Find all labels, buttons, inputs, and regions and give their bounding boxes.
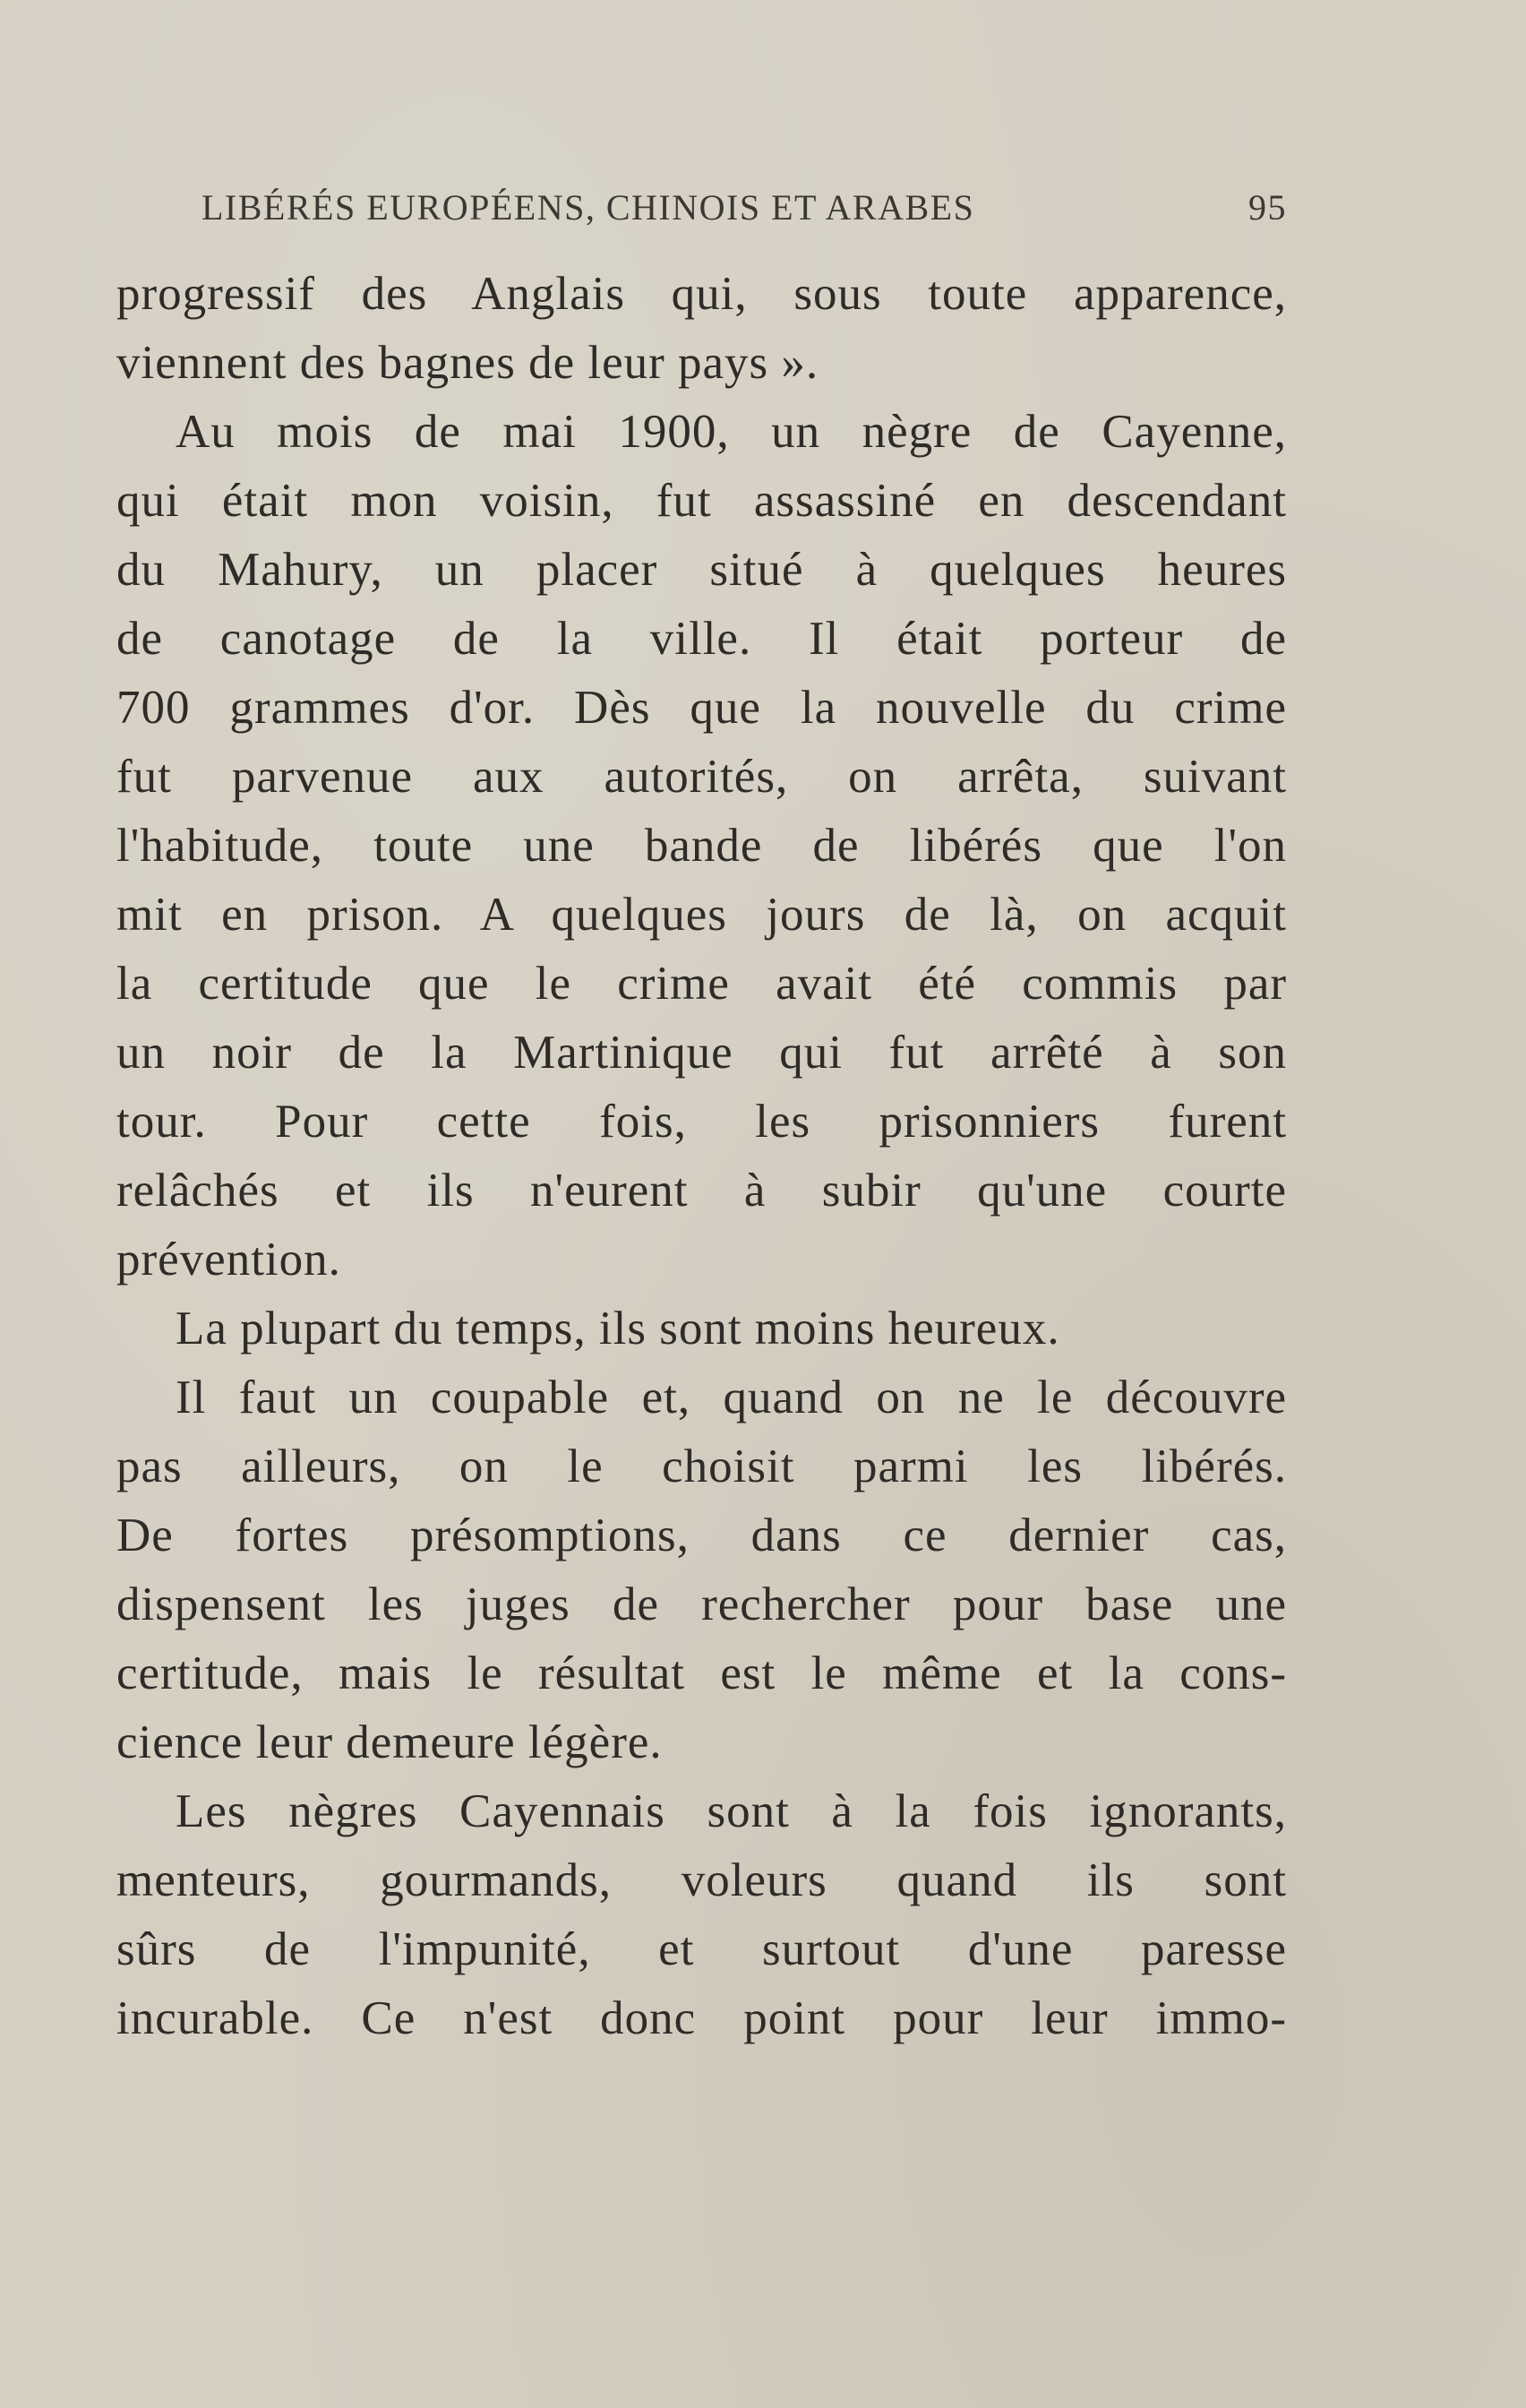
text-line: incurable. Ce n'est donc point pour leur immo- bbox=[116, 1992, 1287, 2044]
text-line: pas ailleurs, on le choisit parmi les libérés. bbox=[116, 1440, 1287, 1492]
text-line: du Mahury, un placer situé à quelques heures bbox=[116, 544, 1287, 596]
page-header bbox=[201, 186, 1287, 240]
running-head: LIBÉRÉS EUROPÉENS, CHINOIS ET ARABES bbox=[201, 187, 975, 228]
text-line: La plupart du temps, ils sont moins heureux. bbox=[176, 1303, 1060, 1354]
text-line: viennent des bagnes de leur pays ». bbox=[116, 337, 819, 389]
text-line: tour. Pour cette fois, les prisonniers furent bbox=[116, 1096, 1287, 1148]
text-line: De fortes présomptions, dans ce dernier cas, bbox=[116, 1509, 1287, 1561]
body-text bbox=[116, 260, 1287, 2053]
text-line: sûrs de l'impunité, et surtout d'une paresse bbox=[116, 1923, 1287, 1975]
text-line: mit en prison. A quelques jours de là, on acquit bbox=[116, 889, 1287, 941]
text-line: Les nègres Cayennais sont à la fois ignorants, bbox=[176, 1785, 1287, 1837]
text-line: prévention. bbox=[116, 1234, 341, 1286]
text-line: certitude, mais le résultat est le même et la cons- bbox=[116, 1647, 1287, 1699]
text-line: Au mois de mai 1900, un nègre de Cayenne, bbox=[176, 406, 1287, 458]
text-line: dispensent les juges de rechercher pour base une bbox=[116, 1578, 1287, 1630]
text-line: progressif des Anglais qui, sous toute apparence, bbox=[116, 268, 1287, 320]
text-line: 700 grammes d'or. Dès que la nouvelle du crime bbox=[116, 682, 1287, 734]
text-line: menteurs, gourmands, voleurs quand ils sont bbox=[116, 1854, 1287, 1906]
text-line: Il faut un coupable et, quand on ne le découvre bbox=[176, 1372, 1287, 1423]
text-line: l'habitude, toute une bande de libérés que l'on bbox=[116, 820, 1287, 872]
text-line: relâchés et ils n'eurent à subir qu'une courte bbox=[116, 1165, 1287, 1217]
text-line: qui était mon voisin, fut assassiné en descendant bbox=[116, 475, 1287, 527]
text-line: fut parvenue aux autorités, on arrêta, suivant bbox=[116, 751, 1287, 803]
text-line: la certitude que le crime avait été commis par bbox=[116, 958, 1287, 1010]
text-line: cience leur demeure légère. bbox=[116, 1716, 663, 1768]
page-number: 95 bbox=[1248, 187, 1287, 228]
text-line: un noir de la Martinique qui fut arrêté à son bbox=[116, 1027, 1287, 1079]
text-line: de canotage de la ville. Il était porteur de bbox=[116, 613, 1287, 665]
